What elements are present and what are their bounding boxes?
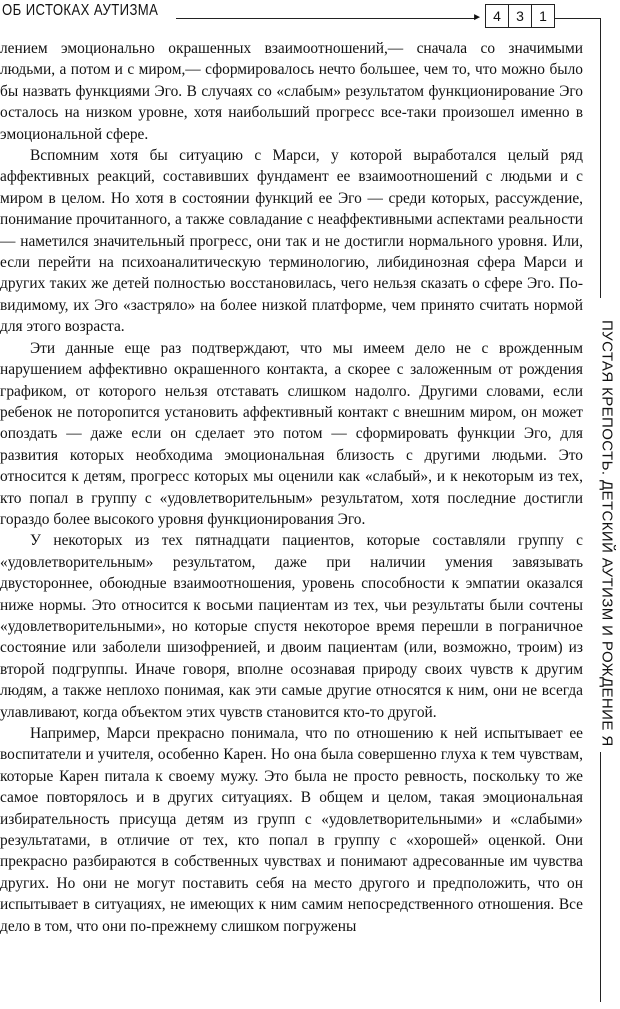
arrow-right-icon: ► [472,12,482,23]
page-digit: 1 [531,4,555,28]
running-header [0,0,620,40]
paragraph: лением эмоционально окрашенных взаимоотношений,— сначала со значимыми людьми, а потом и с миром,— сформировалось нечто большее, чем то, что можно было бы назвать функциями Эго. В случаях со «слабым» результатом функционирование Эго осталось на низком уровне, хотя наибольший прогресс все-таки произошел именно в эмоциональной сфере. [0,40,583,143]
book-title: ПУСТАЯ КРЕПОСТЬ. ДЕТСКИЙ АУТИЗМ И РОЖДЕНИЕ Я [598,320,616,747]
header-rule [176,12,482,23]
paragraph: Например, Марси прекрасно понимала, что по отношению к ней испытывает ее воспитатели и учителя, особенно Карен. Но она была совершенно глуха к тем чувствам, которые Карен питала к своему мужу. Это была не просто ревность, поскольку то же самое повторялось и в других ситуациях. В общем и целом, такая эмоциональная избирательность присуща детям из групп с «удовлетворительными» и «слабыми» результатами, в отличие от тех, кто попал в группу с «хорошей» оценкой. Они прекрасно разбираются в собственных чувствах и понимают адресованные им чувства других. Но они не могут поставить себя на место другого и предположить, что он испытывает в ситуациях, не имеющих к ним самим непосредственного отношения. Все дело в том, что они по-прежнему слишком погружены [0,725,583,935]
paragraph: У некоторых из тех пятнадцати пациентов, которые составляли группу с «удовлетворительным» результатом, даже при наличии умения завязывать двустороннее, обоюдные взаимоотношения, уровень способности к эмпатии оказался ниже нормы. Это относится к восьми пациентам из тех, чьи результаты были сочтены «удовлетворительными», но которые спустя некоторое время перешли в пограничное состояние или заболели шизофренией, и двоим пациентам (или, возможно, троим) из второй подгруппы. Иначе говоря, вполне осознавая природу своих чувств к другим людям, а также неплохо понимая, как эти самые другие относятся к ним, они не всегда улавливают, когда объектом этих чувств становится кто-то другой. [0,532,583,721]
paragraph: Вспомним хотя бы ситуацию с Марси, у которой выработался целый ряд аффективных реакций, составивших фундамент ее взаимоотношений с людьми и с миром в целом. Но хотя в состоянии функций ее Эго — среди которых, рассуждение, понимание прочитанного, а также совладание с неаффективными аспектами реальности — наметился значительный прогресс, они так и не достигли нормального уровня. Или, если перейти на психоаналитическую терминологию, либидинозная сфера Марси и других таких же детей полностью восстановилась, чего нельзя сказать о сфере Эго. По-видимому, их Эго «застряло» на более низкой платформе, чем принято считать нормой для этого возраста. [0,147,583,336]
page-digit: 3 [508,4,532,28]
body-text [0,38,583,937]
side-rule-bottom [600,752,601,1002]
page-digit: 4 [485,4,509,28]
side-running-title [594,320,620,747]
side-rule-top [600,18,601,298]
header-rule-right [554,18,600,19]
running-title: ОБ ИСТОКАХ АУТИЗМА [2,2,159,19]
page-number [486,4,555,26]
paragraph: Эти данные еще раз подтверждают, что мы имеем дело не с врожденным нарушением аффективно окрашенного контакта, а скорее с заложенным от рождения графиком, от которого нельзя отставать слишком надолго. Другими словами, если ребенок не поторопится установить аффективный контакт с внешним миром, он может опоздать — даже если он сделает это потом — сформировать функции Эго, для развития которых необходима эмоциональная близость с другими людьми. Это относится к детям, прогресс которых мы оценили как «слабый», и к некоторым из тех, кто попал в группу с «удовлетворительным» результатом, хотя последние достигли гораздо более высокого уровня функционирования Эго. [0,339,583,528]
